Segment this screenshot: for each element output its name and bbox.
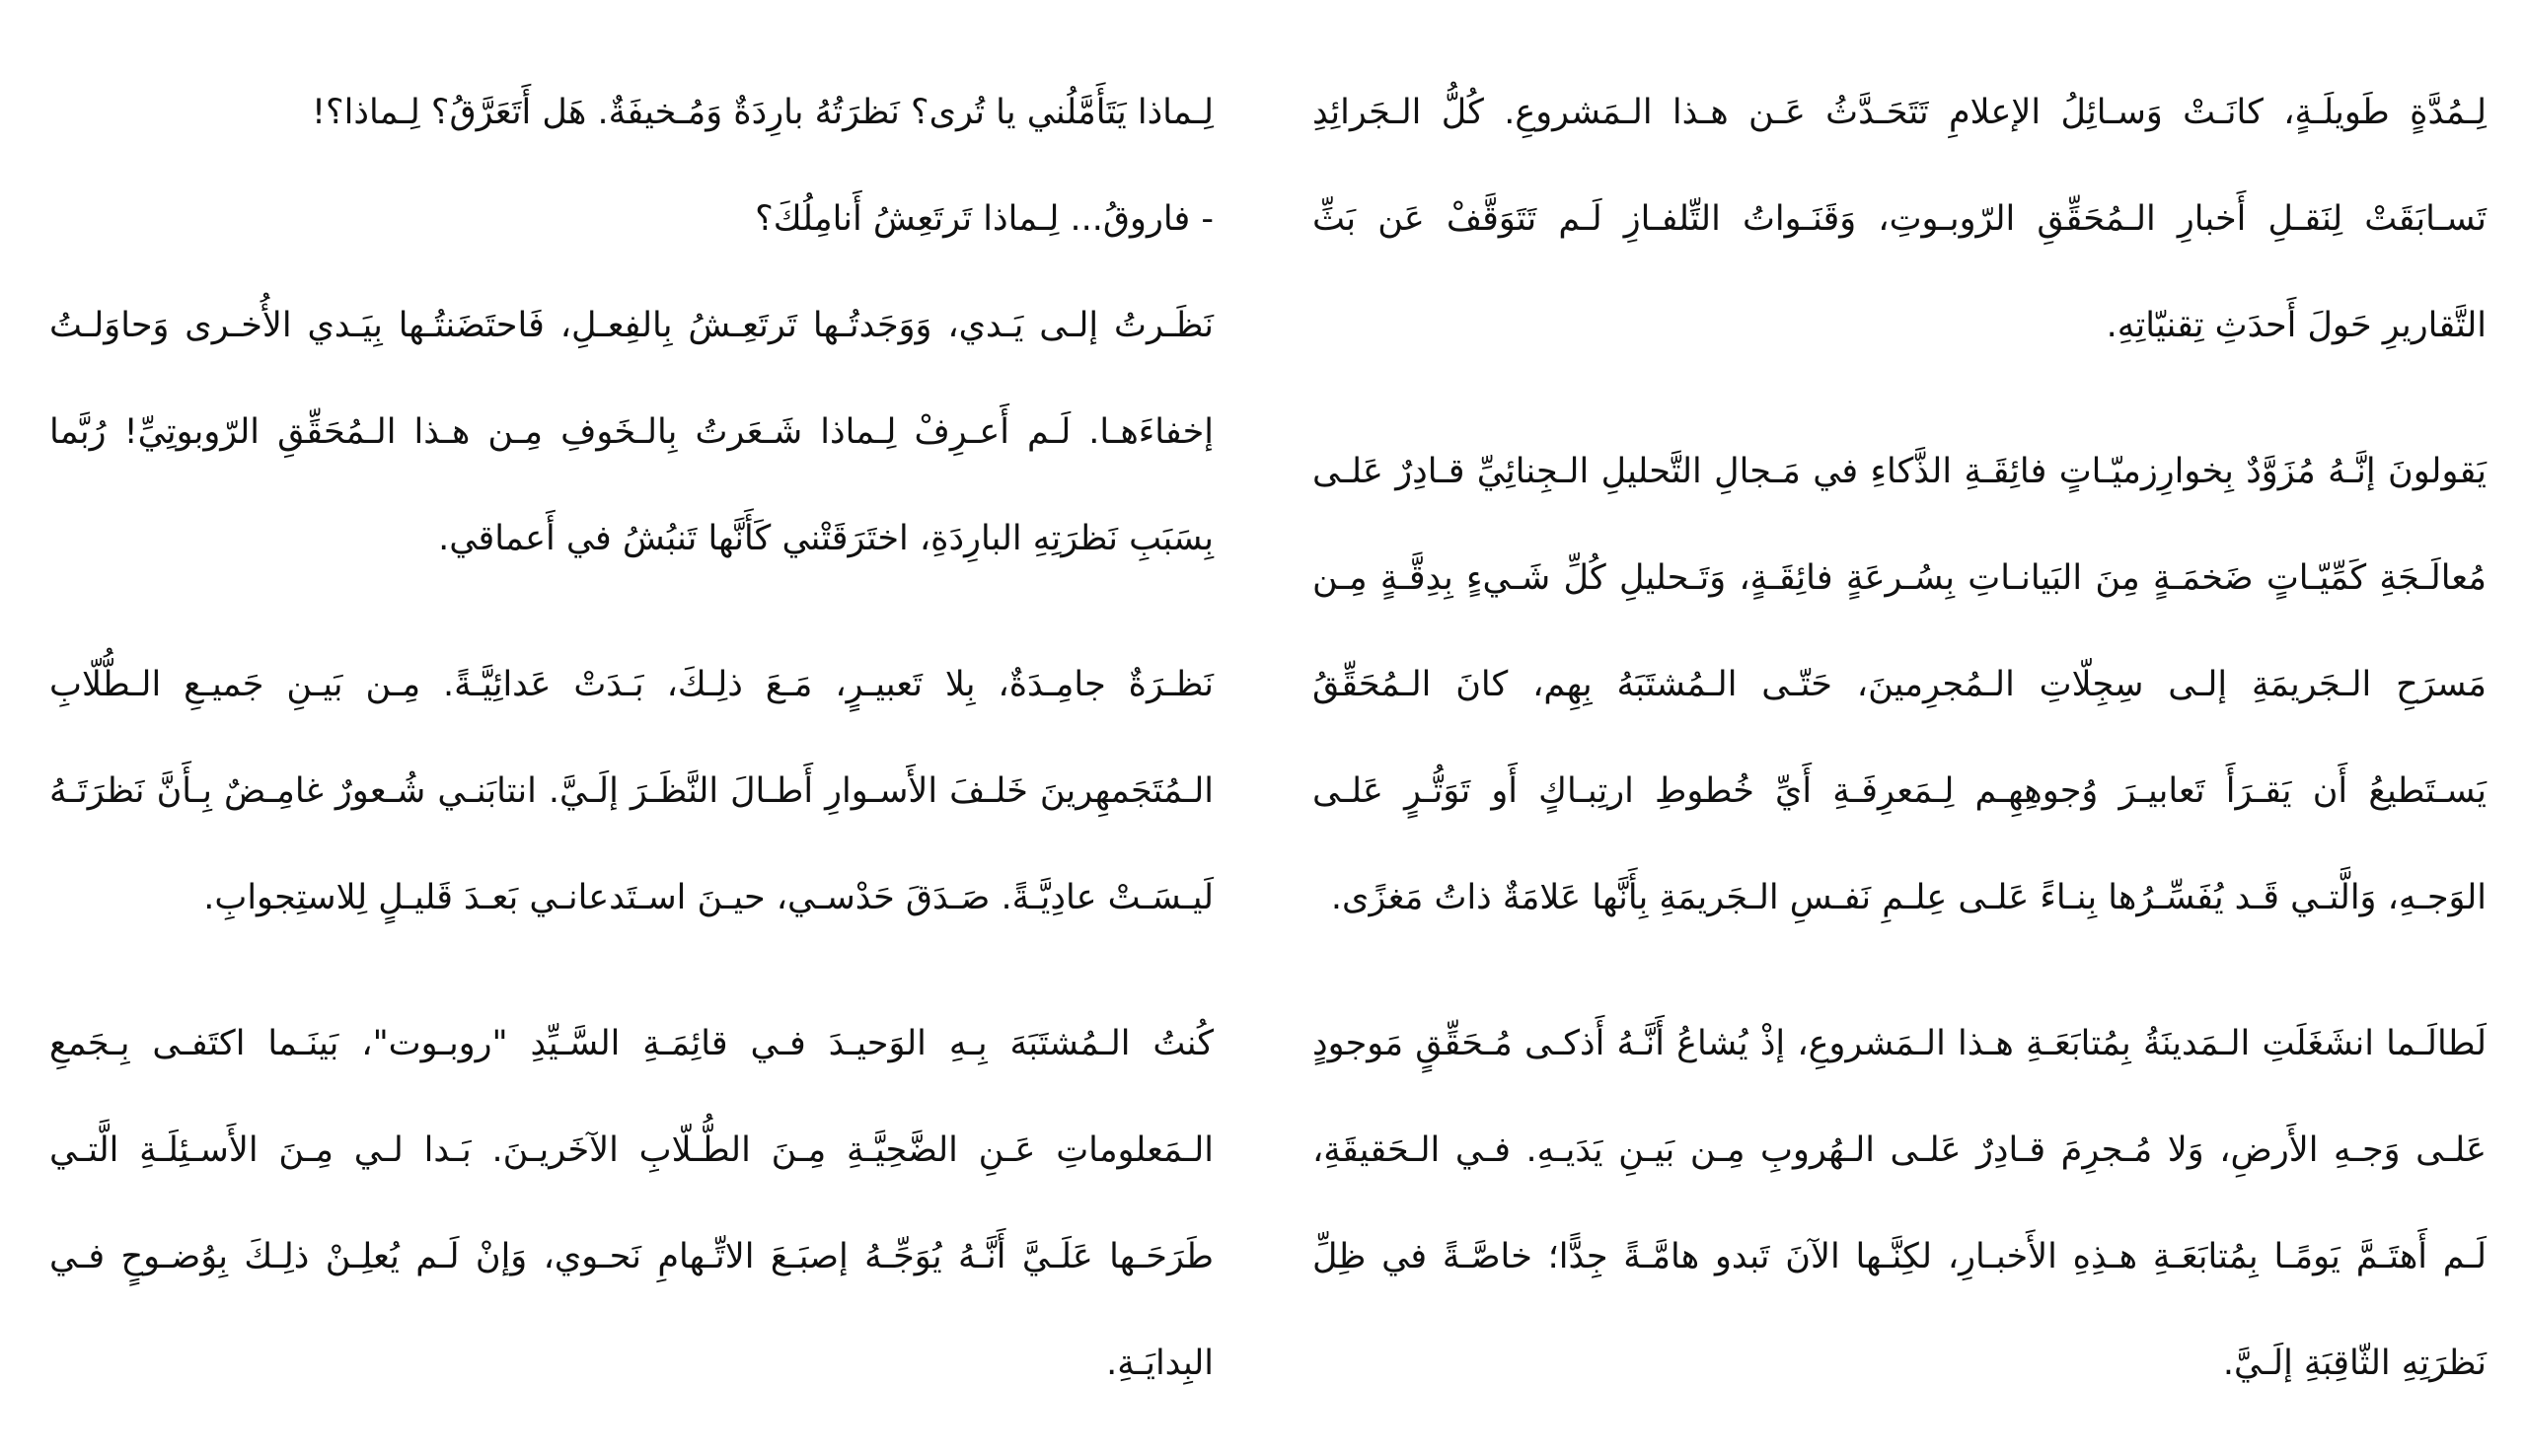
right-text-column xyxy=(1312,59,2487,1456)
paragraph: لِـمُدَّةٍ طَويلَـةٍ، كانَـتْ وَسـائِلُ الإعلامِ تَتَحَـدَّثُ عَـن هـذا الـمَشروعِ. كُلُّ الـجَرائِدِ تَسـابَقَتْ لِنَقـلِ أَخبارِ الـمُحَقِّقِ الرّوبـوتِ، وَقَنَـواتُ التِّلفـازِ لَـم تَتَوَقَّفْ عَن بَثِّ التَّقاريرِ حَولَ أَحدَثِ تِقنيّاتِهِ. xyxy=(1312,93,2487,345)
paragraph: نَظـرَةٌ جامِـدَةٌ، بِلا تَعبيـرٍ، مَـعَ ذلِـكَ، بَـدَتْ عَدائِيَّـةً. مِـن بَيـنِ جَميـعِ الـطُّلّابِ الـمُتَجَمهِرينَ خَلـفَ الأَسـوارِ أَطـالَ النَّظَـرَ إلَـيَّ. انتابَنـي شُـعورٌ غامِـضٌ بِـأَنَّ نَظرَتَـهُ لَيـسَـتْ عادِيَّـةً. صَـدَقَ حَدْسـي، حيـنَ اسـتَدعانـي بَعـدَ قَليـلٍ لِلاستِجوابِ. xyxy=(49,665,1214,917)
paragraph: نَظَـرتُ إلـى يَـدي، وَوَجَدتُـها تَرتَعِـشُ بِالفِعـلِ، فَاحتَضَنتُـها بِيَـدي الأُخـرى وَحاوَلـتُ إخفاءَهـا. لَـم أَعـرِفْ لِـماذا شَـعَرتُ بِالـخَوفِ مِـن هـذا الـمُحَقِّقِ الرّوبوتِيِّ! رُبَّما بِسَبَبِ نَظرَتِهِ البارِدَةِ، اختَرَقَتْني كَأَنَّها تَنبُشُ في أَعماقي. xyxy=(49,306,1214,558)
paragraph: لِـماذا يَتَأَمَّلُني يا تُرى؟ نَظرَتُهُ بارِدَةٌ وَمُـخيفَةٌ. هَل أَتَعَرَّقُ؟ لِـماذا؟! xyxy=(312,93,1214,132)
paragraph: يَقولونَ إنَّـهُ مُزَوَّدٌ بِخوارِزميّـاتٍ فائِقَـةِ الذَّكاءِ في مَـجالِ التَّحليلِ الـجِنائِيِّ قـادِرٌ عَلـى مُعالَـجَةِ كَمِّيّـاتٍ ضَخمَـةٍ مِنَ البَيانـاتِ بِسُـرعَةٍ فائِقَـةٍ، وَتَـحليلِ كُلِّ شَـيءٍ بِدِقَّـةٍ مِـن مَسرَحِ الـجَريمَةِ إلـى سِجِلّاتِ الـمُجرِمينَ، حَتّـى الـمُشتَبَهُ بِهِم، كانَ الـمُحَقِّقُ يَسـتَطيعُ أَن يَقـرَأَ تَعابيـرَ وُجوهِهِـم لِـمَعرِفَـةِ أَيِّ خُطوطِ ارتِبـاكٍ أَو تَوَتُّـرٍ عَلـى الوَجـهِ، وَالَّتـي قَـد يُفَسِّـرُها بِنـاءً عَلـى عِلـمِ نَفـسِ الـجَريمَةِ بِأَنَّها عَلامَةٌ ذاتُ مَغزًى. xyxy=(1312,452,2487,917)
left-text-column xyxy=(49,59,1214,1456)
paragraph: لَطالَـما انشَغَلَتِ الـمَدينَةُ بِمُتابَعَـةِ هـذا الـمَشروعِ، إذْ يُشاعُ أَنَّـهُ أَذكـى مُـحَقِّقٍ مَوجودٍ عَلـى وَجـهِ الأَرضِ، وَلا مُـجرِمَ قـادِرٌ عَلـى الـهُروبِ مِـن بَيـنِ يَدَيـهِ. فـي الـحَقيقَةِ، لَـم أَهتَـمَّ يَومًـا بِمُتابَعَـةِ هـذِهِ الأَخبـارِ، لكِنَّـها الآنَ تَبدو هامَّـةً جِدًّا؛ خاصَّـةً في ظِلِّ نَظرَتِهِ الثّاقِبَةِ إلَـيَّ. xyxy=(1312,1024,2487,1383)
dialogue-line: - فاروقُ... لِـماذا تَرتَعِشُ أَنامِلُكَ؟ xyxy=(755,199,1214,239)
paragraph: كُنتُ الـمُشتَبَهَ بِـهِ الوَحيـدَ فـي قائِمَـةِ السَّـيِّدِ "روبـوت"، بَينَـما اكتَفـى بِـجَمعِ الـمَعلوماتِ عَـنِ الضَّحِيَّـةِ مِـنَ الطُّـلّابِ الآخَريـنَ. بَـدا لـي مِـنَ الأَسـئِلَـةِ الَّتـي طَرَحَـها عَلَـيَّ أَنَّـهُ يُوَجِّـهُ إصبَـعَ الاتِّـهامِ نَحـوي، وَإنْ لَـم يُعلِـنْ ذلِـكَ بِوُضـوحٍ فـي البِدايَـةِ. xyxy=(49,1024,1214,1383)
